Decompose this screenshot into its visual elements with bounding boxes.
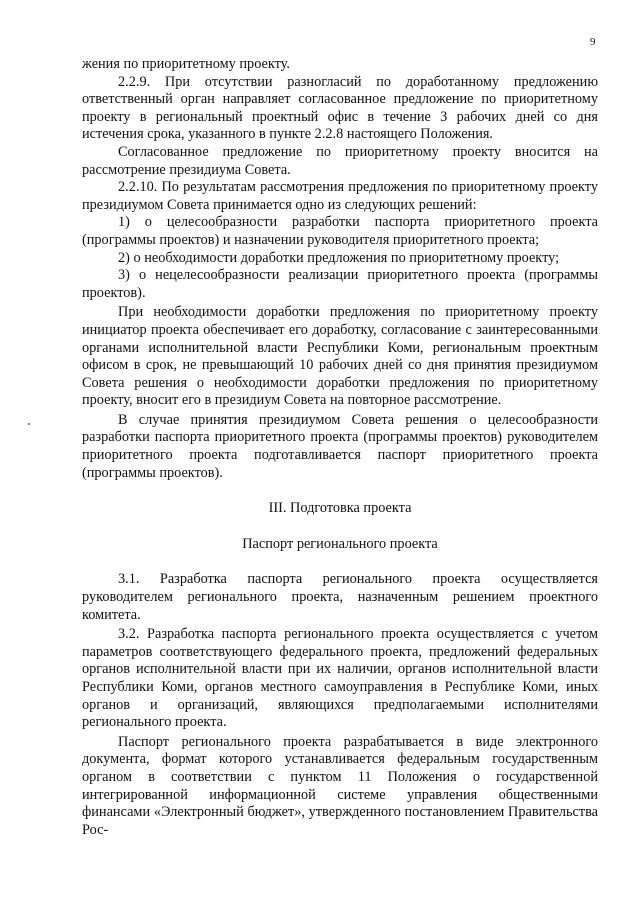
paragraph-2-2-10: 2.2.10. По результатам рассмотрения предложения по приоритетному проекту президиумом Совета принимается одно из следующих решений: bbox=[82, 179, 598, 213]
paragraph-3-1: 3.1. Разработка паспорта регионального проекта осуществляется руководителем регионального проекта, назначенным решением проектного комитета. bbox=[82, 571, 598, 623]
paragraph: При необходимости доработки предложения по приоритетному проекту инициатор проекта обеспечивает его доработку, согласование с заинтересованными органами исполнительной власти Республики Коми, региональным проектным офисом в срок, не превышающий 10 рабочих дней со дня принятия президиумом Совета решения о необходимости доработки предложения по приоритетному проекту, вносит его в президиум Совета на повторное рассмотрение. bbox=[82, 304, 598, 409]
paragraph: Согласованное предложение по приоритетному проекту вносится на рассмотрение президиума Совета. bbox=[82, 143, 598, 178]
document-body bbox=[82, 56, 598, 839]
paragraph: Паспорт регионального проекта разрабатывается в виде электронного документа, формат которого устанавливается федеральным государственным органом в соответствии с пунктом 11 Положения о государственной интегрированной информационной системе управления общественными финансами «Электронный бюджет», утвержденного постановлением Правительства Рос- bbox=[82, 733, 598, 838]
list-item: 2) о необходимости доработки предложения по приоритетному проекту; bbox=[118, 249, 560, 266]
paragraph-3-2: 3.2. Разработка паспорта регионального проекта осуществляется с учетом параметров соответствующего федерального проекта, предложений федеральных органов исполнительной власти при их наличии, органов исполнительной власти Республики Коми, органов местного самоуправления в Республике Коми, иных органов и организаций, являющихся предполагаемыми исполнителями регионального проекта. bbox=[82, 626, 598, 731]
margin-mark bbox=[28, 423, 30, 425]
paragraph: В случае принятия президиумом Совета решения о целесообразности разработки паспорта приоритетного проекта (программы проектов) руководителем приоритетного проекта подготавливается паспорт приоритетного проекта (программы проектов). bbox=[82, 411, 598, 481]
subsection-heading: Паспорт регионального проекта bbox=[242, 535, 438, 552]
section-heading: III. Подготовка проекта bbox=[268, 500, 412, 517]
page-number: 9 bbox=[590, 36, 596, 48]
paragraph-2-2-9: 2.2.9. При отсутствии разногласий по доработанному предложению ответственный орган направляет согласованное предложение по приоритетному проекту в региональный проектный офис в течение 3 рабочих дней со дня истечения срока, указанного в пункте 2.2.8 настоящего Положения. bbox=[82, 73, 598, 143]
paragraph: жения по приоритетному проекту. bbox=[82, 56, 290, 72]
list-item: 1) о целесообразности разработки паспорта приоритетного проекта (программы проектов) и назначении руководителя приоритетного проекта; bbox=[82, 214, 598, 248]
list-item: 3) о нецелесообразности реализации приоритетного проекта (программы проектов). bbox=[82, 267, 598, 301]
